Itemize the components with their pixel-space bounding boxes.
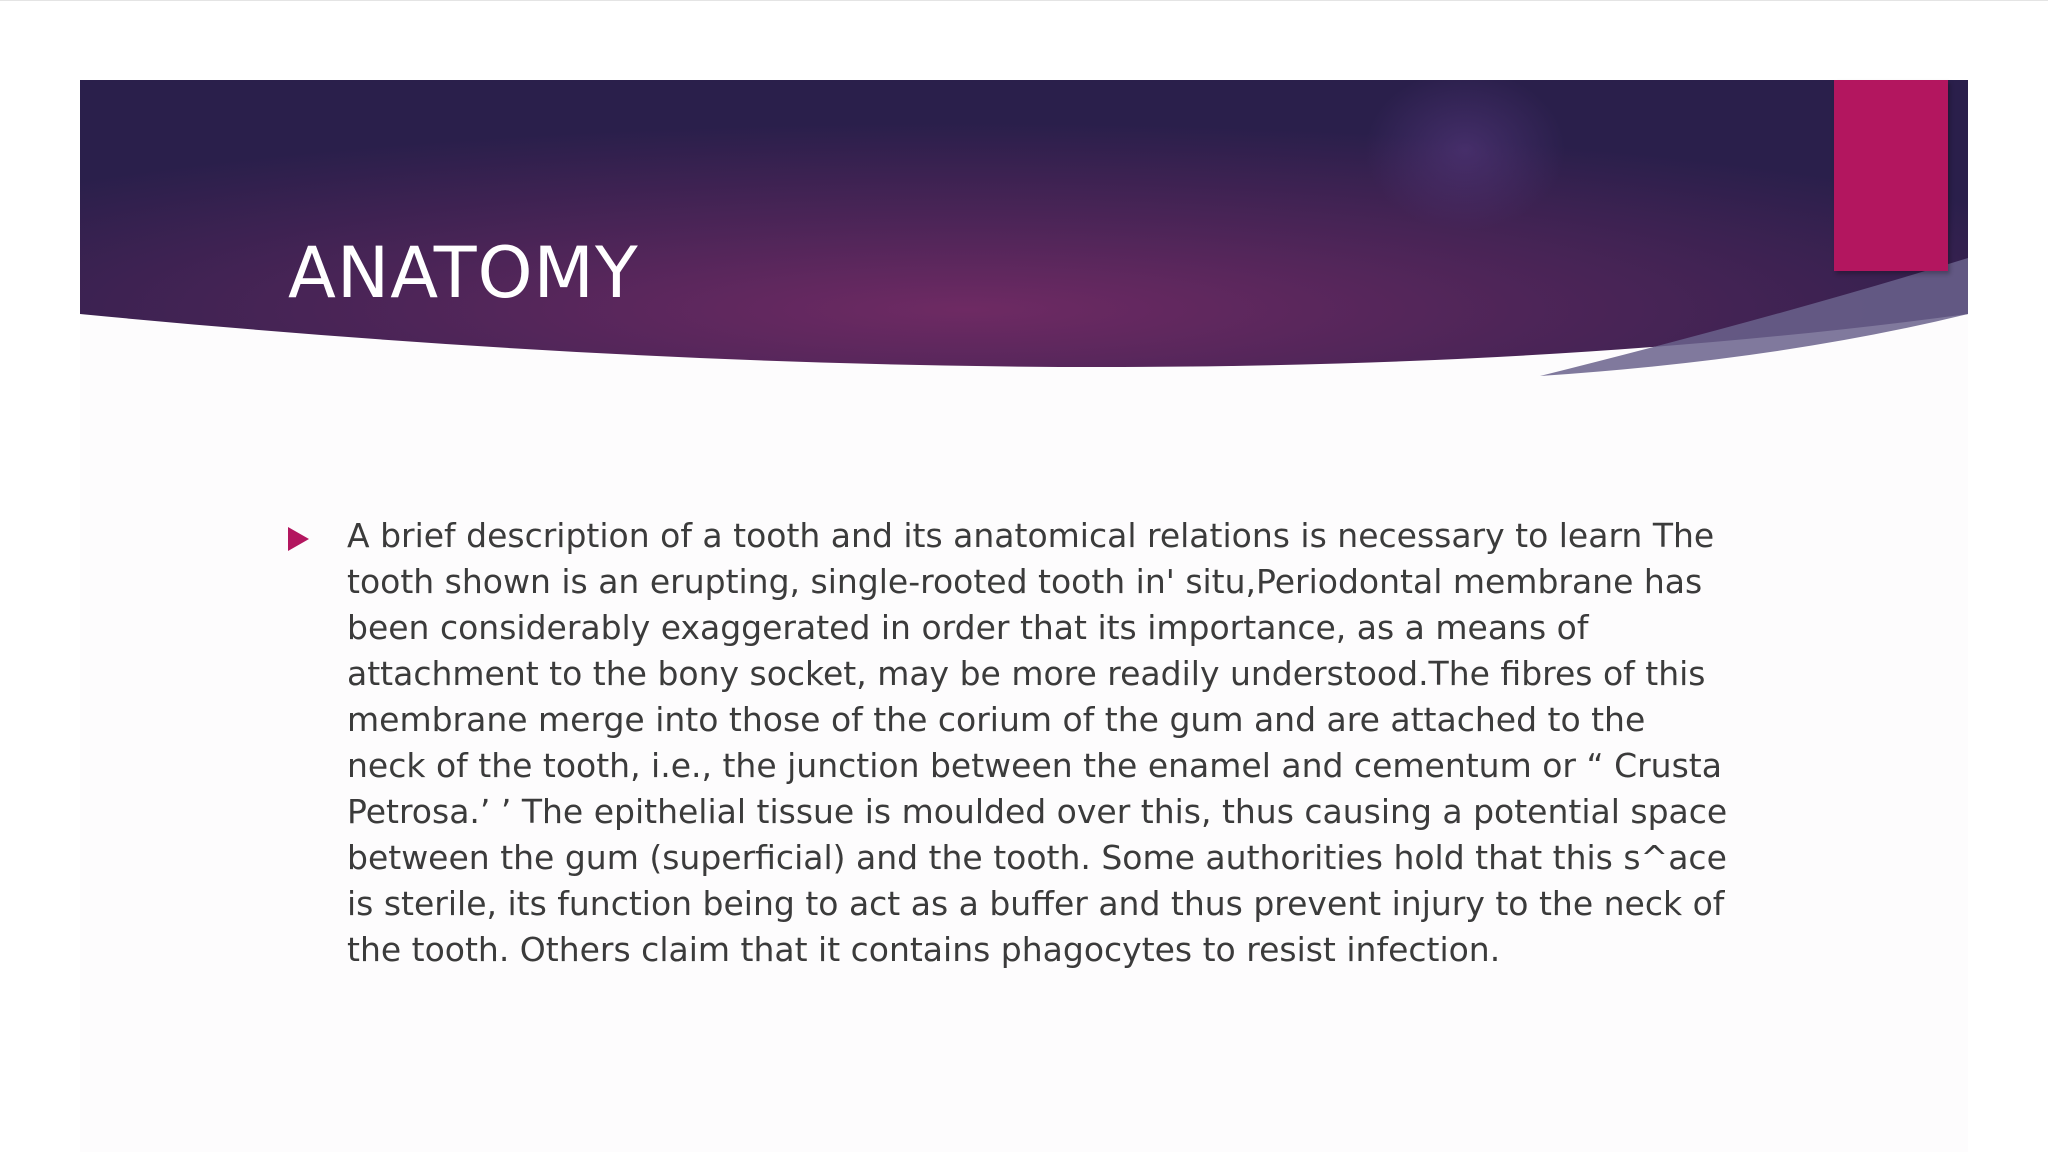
text-line: tooth shown is an erupting, single-rooted tooth in' situ,Periodontal membrane has	[347, 562, 1703, 601]
text-line: A brief description of a tooth and its anatomical relations is necessary to learn The	[347, 516, 1715, 555]
text-line: attachment to the bony socket, may be more readily understood.The fibres of this	[347, 654, 1706, 693]
top-border-line	[0, 0, 2048, 1]
content-area	[288, 513, 1768, 973]
slide-title: ANATOMY	[288, 232, 639, 314]
text-line: the tooth. Others claim that it contains phagocytes to resist infection.	[347, 930, 1501, 969]
banner-background	[80, 80, 1968, 380]
text-line: is sterile, its function being to act as a buffer and thus prevent injury to the neck of	[347, 884, 1725, 923]
triangle-right-icon	[288, 527, 309, 551]
text-line: between the gum (superficial) and the tooth. Some authorities hold that this s^ace	[347, 838, 1727, 877]
text-line: membrane merge into those of the corium of the gum and are attached to the	[347, 700, 1646, 739]
slide-canvas	[80, 80, 1968, 1152]
bullet-paragraph	[347, 513, 1767, 973]
text-line: Petrosa.’ ’ The epithelial tissue is moulded over this, thus causing a potential space	[347, 792, 1728, 831]
accent-tab	[1834, 80, 1948, 271]
text-line: neck of the tooth, i.e., the junction between the enamel and cementum or “ Crusta	[347, 746, 1722, 785]
title-banner	[80, 80, 1968, 380]
text-line: been considerably exaggerated in order that its importance, as a means of	[347, 608, 1589, 647]
